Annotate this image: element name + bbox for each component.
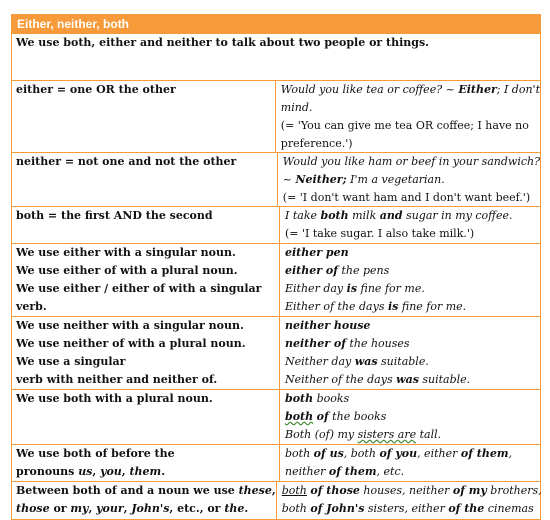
table-row <box>11 153 541 207</box>
rule-line: We use either of with a plural noun. <box>16 264 238 277</box>
example-line: preference.') <box>280 137 353 150</box>
rule-line: We use either / either of with a singular <box>16 282 262 295</box>
rule-cell <box>12 390 280 444</box>
table-row <box>11 317 541 390</box>
table-row <box>11 244 541 317</box>
rule-line: verb with neither and neither of. <box>16 373 218 386</box>
rule-line: Between both of and a noun we use these, <box>16 484 276 497</box>
rule-line: We use both of before the <box>16 447 175 460</box>
example-line: both of the books <box>285 410 387 423</box>
rule-cell <box>12 244 280 316</box>
example-cell <box>280 244 540 316</box>
example-line: either pen <box>285 246 349 259</box>
table-title: Either, neither, both <box>11 14 541 34</box>
example-line: either of the pens <box>285 264 390 277</box>
table-row <box>11 81 541 153</box>
example-line: both of us, both of you, either of them, <box>285 447 512 460</box>
example-line: Either of the days is fine for me. <box>285 300 467 313</box>
grammar-table <box>11 14 541 520</box>
rule-cell <box>12 81 276 152</box>
rule-cell <box>12 445 280 481</box>
example-cell <box>280 445 540 481</box>
table-row <box>11 445 541 482</box>
example-line: both books <box>285 392 350 405</box>
rule-cell <box>12 207 280 243</box>
rule-line: verb. <box>16 300 47 313</box>
example-line: both of John's sisters, either of the cinemas <box>281 502 534 515</box>
rule-line: We use either with a singular noun. <box>16 246 236 259</box>
rule-line: We use neither of with a plural noun. <box>16 337 246 350</box>
rule-line: those or my, your, John's, etc., or the. <box>16 502 249 515</box>
example-line: (= 'I don't want ham and I don't want beef.') <box>282 191 531 204</box>
example-line: mind. <box>280 101 313 114</box>
example-line: (= 'You can give me tea OR coffee; I have no <box>280 119 529 132</box>
rule-line: We use both with a plural noun. <box>16 392 213 405</box>
example-line: both of those houses, neither of my brothers, <box>281 484 542 497</box>
example-line: Would you like ham or beef in your sandwich? <box>282 155 540 168</box>
example-line: Would you like tea or coffee? ~ Either; I don't <box>280 83 540 96</box>
example-line: Both (of) my sisters are tall. <box>285 428 442 441</box>
table-row <box>11 390 541 445</box>
example-line: neither of the houses <box>285 337 410 350</box>
table-row <box>11 482 541 520</box>
table-row <box>11 207 541 244</box>
example-line: Neither of the days was suitable. <box>285 373 471 386</box>
example-cell <box>277 482 542 519</box>
rule-line: both = the first AND the second <box>16 209 213 222</box>
example-cell <box>280 390 540 444</box>
rule-line: neither = not one and not the other <box>16 155 237 168</box>
rule-line: pronouns us, you, them. <box>16 465 166 478</box>
rule-cell <box>12 317 280 389</box>
example-line: ~ Neither; I'm a vegetarian. <box>282 173 445 186</box>
example-cell <box>280 317 540 389</box>
rule-line: We use a singular <box>16 355 126 368</box>
intro-text: We use both, either and neither to talk about two people or things. <box>11 34 541 81</box>
example-line: Neither day was suitable. <box>285 355 429 368</box>
example-line: neither house <box>285 319 371 332</box>
rule-line: We use neither with a singular noun. <box>16 319 244 332</box>
example-line: neither of them, etc. <box>285 465 405 478</box>
rule-line: either = one OR the other <box>16 83 176 96</box>
example-cell <box>276 81 540 152</box>
example-cell <box>280 207 540 243</box>
example-line: (= 'I take sugar. I also take milk.') <box>285 227 475 240</box>
rule-cell <box>12 482 277 519</box>
example-cell <box>278 153 540 206</box>
example-line: I take both milk and sugar in my coffee. <box>285 209 513 222</box>
rule-cell <box>12 153 278 206</box>
example-line: Either day is fine for me. <box>285 282 425 295</box>
